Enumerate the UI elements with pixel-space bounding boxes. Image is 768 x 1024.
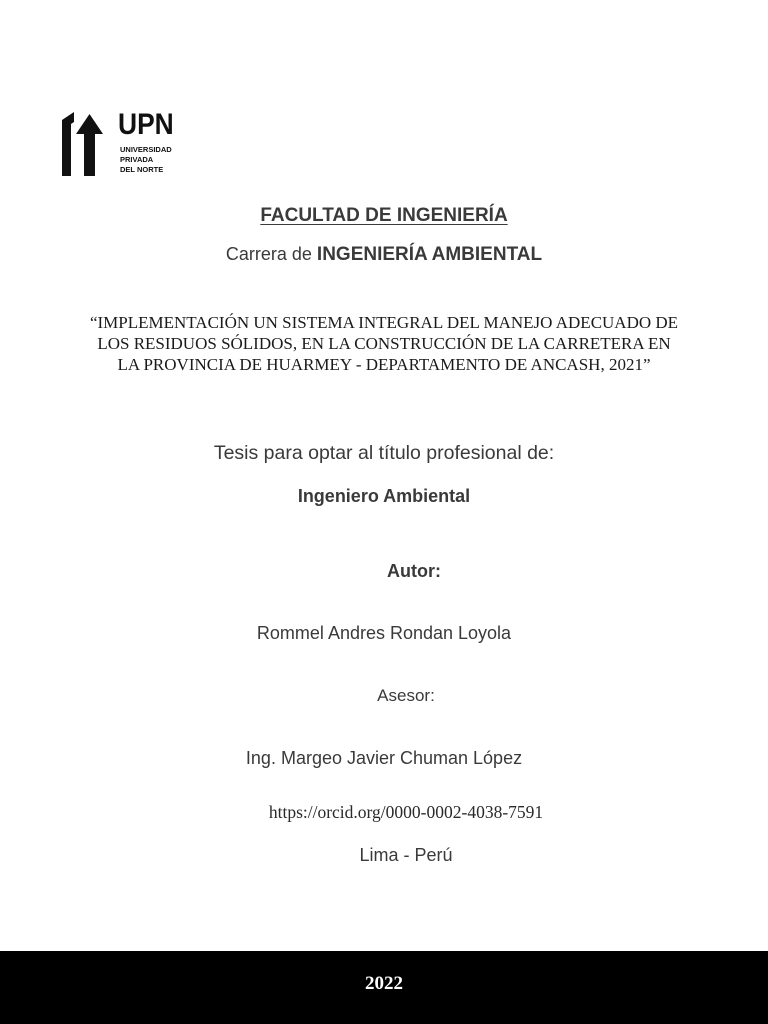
logo-subtitle [120,145,190,175]
thesis-title: “IMPLEMENTACIÓN UN SISTEMA INTEGRAL DEL MANEJO ADECUADO DE LOS RESIDUOS SÓLIDOS, EN LA CONSTRUCCIÓN DE LA CARRETERA EN LA PROVINCIA DE HUARMEY - DEPARTAMENTO DE ANCASH, 2021” [89,313,679,374]
faculty-text: FACULTAD DE INGENIERÍA [260,205,508,226]
career-name: INGENIERÍA AMBIENTAL [316,244,543,265]
place: Lima - Perú [359,845,453,865]
faculty-heading [0,205,768,227]
advisor-label: Asesor: [377,686,435,705]
career-prefix: Carrera de [225,244,317,264]
tesis-label: Tesis para optar al título profesional de: [213,442,555,464]
author-name: Rommel Andres Rondan Loyola [256,623,512,643]
logo-name: UPN [118,108,174,141]
university-logo [60,108,190,178]
footer-year: 2022 [365,973,403,994]
logo-subtitle-line: PRIVADA [120,155,154,164]
author-label: Autor: [387,561,441,581]
advisor-name: Ing. Margeo Javier Chuman López [245,748,523,768]
upn-arrow-logo-icon [60,112,114,176]
degree-title: Ingeniero Ambiental [297,486,471,506]
logo-subtitle-line: DEL NORTE [120,165,164,174]
footer-bar [0,951,768,1024]
career-line [0,244,768,266]
advisor-orcid: https://orcid.org/0000-0002-4038-7591 [268,802,544,822]
logo-subtitle-line: UNIVERSIDAD [120,145,172,154]
